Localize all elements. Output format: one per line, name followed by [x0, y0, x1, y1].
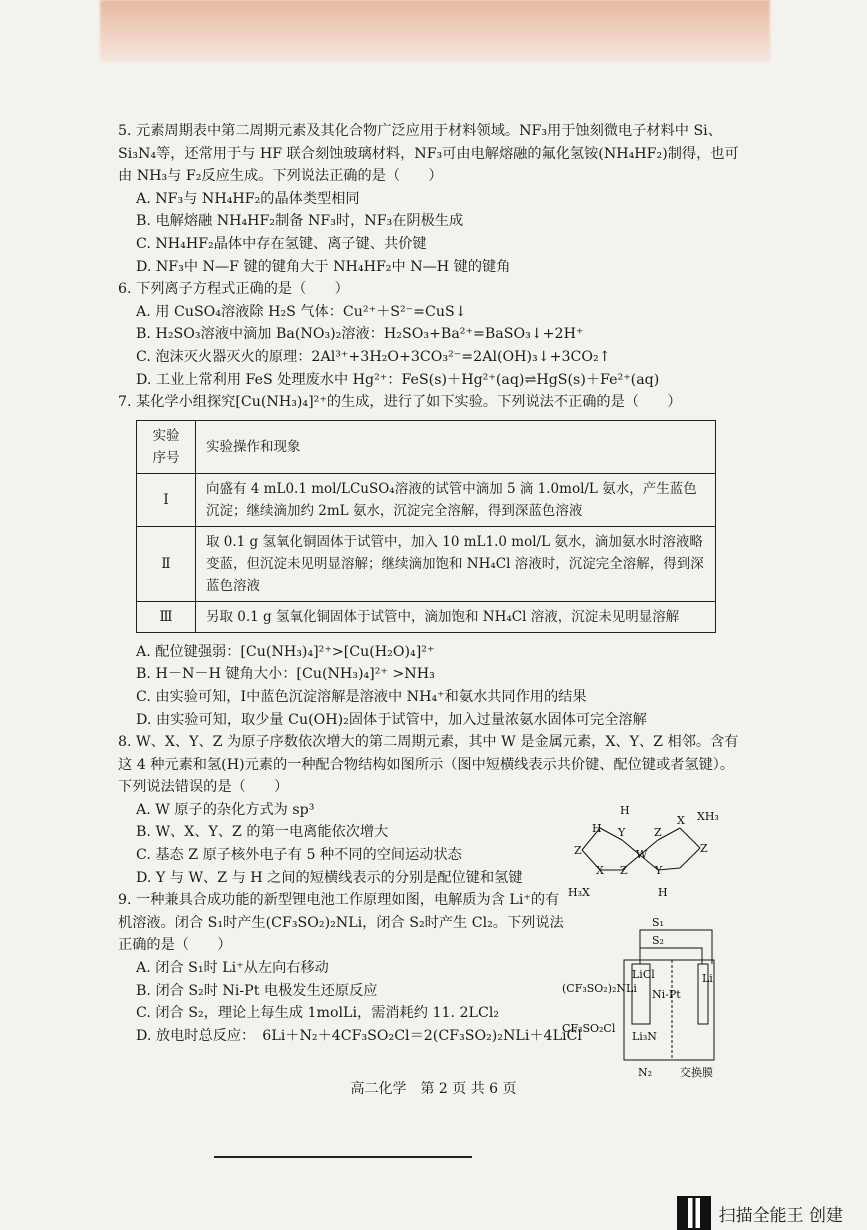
nli-label: (CF₃SO₂)₂NLi: [562, 982, 637, 995]
table-row: [137, 526, 716, 601]
qr-code-icon: [677, 1196, 711, 1230]
q8-complex-structure-figure: [560, 800, 740, 900]
row-no: Ⅲ: [137, 601, 196, 632]
table-header-row: [137, 420, 716, 473]
membrane-label: 交换膜: [680, 1066, 713, 1079]
page-footer: 高二化学 第 2 页 共 6 页: [350, 1081, 517, 1097]
svg-text:X: X: [677, 814, 685, 827]
q5-option-a: A. NF₃与 NH₄HF₂的晶体类型相同: [136, 190, 360, 207]
header-op: 实验操作和现象: [196, 420, 716, 473]
licl-label: LiCl: [632, 968, 655, 981]
q8-stem-line3: 下列说法错误的是（ ）: [118, 779, 289, 796]
q7-stem: 7. 某化学小组探究[Cu(NH₃)₄]²⁺的生成，进行了如下实验。下列说法不正确的是（ ）: [118, 394, 682, 411]
q9-option-c: C. 闭合 S₂，理论上每生成 1molLi，需消耗约 11. 2LCl₂: [136, 1005, 500, 1022]
q6-option-d: D. 工业上常利用 FeS 处理废水中 Hg²⁺：FeS(s)＋Hg²⁺(aq)⇌HgS(s)＋Fe²⁺(aq): [136, 371, 660, 388]
q9-option-a: A. 闭合 S₁时 Li⁺从左向右移动: [136, 960, 329, 977]
q8-option-d: D. Y 与 W、Z 与 H 之间的短横线表示的分别是配位键和氢键: [136, 869, 523, 886]
svg-text:Z: Z: [654, 826, 662, 839]
li3n-label: Li₃N: [632, 1030, 657, 1043]
q6-stem: 6. 下列离子方程式正确的是（ ）: [118, 281, 349, 298]
table-row: [137, 473, 716, 526]
q8-option-a: A. W 原子的杂化方式为 sp³: [136, 801, 315, 818]
q5-stem-line2: Si₃N₄等，还常用于与 HF 联合刻蚀玻璃材料，NF₃可由电解熔融的氟化氢铵(NH₄HF₂)制得，也可: [118, 145, 739, 162]
q8-stem-line2: 这 4 种元素和氢(H)元素的一种配合物结构如图所示（图中短横线表示共价键、配位键或者氢键）。: [118, 756, 735, 773]
q8-option-b: B. W、X、Y、Z 的第一电离能依次增大: [136, 824, 389, 841]
q8-stem-line1: 8. W、X、Y、Z 为原子序数依次增大的第二周期元素，其中 W 是金属元素，X、Y、Z 相邻。含有: [118, 734, 739, 751]
q9-stem-line2: 机溶液。闭合 S₁时产生(CF₃SO₂)₂NLi，闭合 S₂时产生 Cl₂。下列说法: [118, 914, 564, 931]
table-row: [137, 601, 716, 632]
q5-option-c: C. NH₄HF₂晶体中存在氢键、离子键、共价键: [136, 235, 427, 252]
switch-s2-label: S₂: [652, 934, 664, 947]
q5-option-b: B. 电解熔融 NH₄HF₂制备 NF₃时，NF₃在阴极生成: [136, 213, 464, 230]
scanner-watermark: [677, 1196, 843, 1230]
n2-label: N₂: [638, 1066, 653, 1079]
q5-option-d: D. NF₃中 N—F 键的键角大于 NH₄HF₂中 N—H 键的键角: [136, 258, 511, 275]
q5-stem-line3: 由 NH₃与 F₂反应生成。下列说法正确的是（ ）: [118, 168, 443, 185]
q6-option-c: C. 泡沫灭火器灭火的原理：2Al³⁺+3H₂O+3CO₃²⁻=2Al(OH)₃↓+3CO₂↑: [136, 348, 611, 365]
watermark-text: 扫描全能王 创建: [718, 1205, 843, 1226]
q9-stem-line3: 正确的是（ ）: [118, 937, 232, 954]
q6-option-a: A. 用 CuSO₄溶液除 H₂S 气体：Cu²⁺＋S²⁻=CuS↓: [136, 303, 467, 320]
q7-option-d: D. 由实验可知，取少量 Cu(OH)₂固体于试管中，加入过量浓氨水固体可完全溶解: [136, 711, 647, 728]
q6-option-b: B. H₂SO₃溶液中滴加 Ba(NO₃)₂溶液：H₂SO₃+Ba²⁺=BaSO₃↓+2H⁺: [136, 326, 584, 343]
svg-text:Z: Z: [620, 864, 628, 877]
q7-option-c: C. 由实验可知，Ⅰ中蓝色沉淀溶解是溶液中 NH₄⁺和氨水共同作用的结果: [136, 688, 587, 705]
svg-text:H: H: [658, 886, 668, 899]
cf3so2cl-label: CF₃SO₂Cl: [562, 1022, 616, 1035]
svg-text:Z: Z: [700, 842, 708, 855]
svg-text:Z: Z: [574, 844, 582, 857]
svg-text:W: W: [636, 848, 648, 861]
svg-text:H₃X: H₃X: [568, 886, 590, 899]
svg-text:H: H: [620, 804, 630, 817]
svg-text:Y: Y: [618, 826, 626, 839]
exam-page: [118, 120, 758, 1047]
row-text: 取 0.1 g 氢氧化铜固体于试管中，加入 10 mL1.0 mol/L 氨水，滴加氨水时溶液略变蓝，但沉淀未见明显溶解；继续滴加饱和 NH₄Cl 溶液时，沉淀完全溶解，得到深蓝色溶液: [196, 526, 716, 601]
header-no: 实验序号: [137, 420, 196, 473]
row-no: Ⅰ: [137, 473, 196, 526]
svg-text:H: H: [592, 822, 602, 835]
svg-text:X: X: [596, 864, 604, 877]
q8-option-c: C. 基态 Z 原子核外电子有 5 种不同的空间运动状态: [136, 847, 462, 864]
row-text: 向盛有 4 mL0.1 mol/LCuSO₄溶液的试管中滴加 5 滴 1.0mol/L 氨水，产生蓝色沉淀；继续滴加约 2mL 氨水，沉淀完全溶解，得到深蓝色溶液: [196, 473, 716, 526]
nipt-label: Ni-Pt: [652, 988, 681, 1001]
scan-header-smear: [100, 0, 770, 62]
q5-stem-line1: 5. 元素周期表中第二周期元素及其化合物广泛应用于材料领域。NF₃用于蚀刻微电子材料中 Si、: [118, 123, 722, 139]
row-no: Ⅱ: [137, 526, 196, 601]
q9-stem-line1: 9. 一种兼具合成功能的新型锂电池工作原理如图，电解质为含 Li⁺的有: [118, 892, 560, 909]
q9-option-d: D. 放电时总反应： 6Li＋N₂＋4CF₃SO₂Cl＝2(CF₃SO₂)₂NLi＋4LiCl: [136, 1027, 582, 1044]
q7-experiment-table: [136, 420, 716, 633]
q9-option-b: B. 闭合 S₂时 Ni-Pt 电极发生还原反应: [136, 982, 378, 999]
switch-s1-label: S₁: [652, 916, 664, 929]
svg-text:Y: Y: [655, 864, 663, 877]
li-label: Li: [702, 972, 713, 985]
row-text: 另取 0.1 g 氢氧化铜固体于试管中，滴加饱和 NH₄Cl 溶液，沉淀未见明显溶解: [196, 601, 716, 632]
svg-text:XH₃: XH₃: [697, 810, 719, 823]
q9-battery-figure: [562, 910, 742, 1080]
q7-option-b: B. H－N－H 键角大小：[Cu(NH₃)₄]²⁺ >NH₃: [136, 666, 435, 683]
q7-option-a: A. 配位键强弱：[Cu(NH₃)₄]²⁺>[Cu(H₂O)₄]²⁺: [136, 643, 435, 660]
footer-rule: [214, 1156, 472, 1158]
